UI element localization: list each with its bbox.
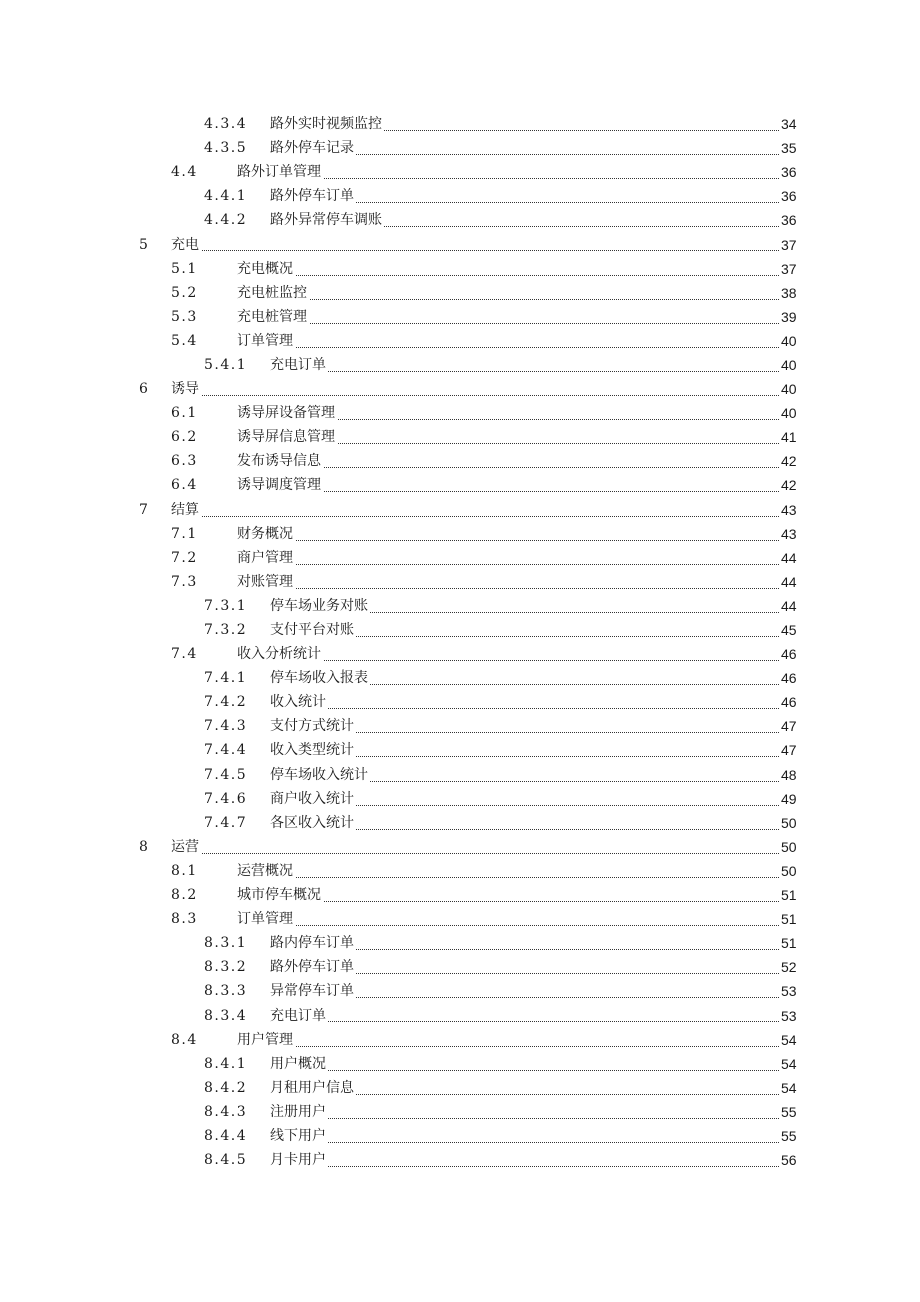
toc-entry-page-number: 47 <box>780 714 797 738</box>
toc-entry-title: 用户概况 <box>270 1052 328 1076</box>
toc-entry-number: 8.4.5 <box>204 1152 248 1169</box>
toc-entry-number: 5.4.1 <box>204 356 248 373</box>
table-of-contents <box>0 112 920 1172</box>
toc-dot-leader <box>237 564 779 589</box>
toc-entry-title: 充电订单 <box>270 1004 328 1028</box>
toc-entry-page-number: 46 <box>780 690 797 714</box>
toc-entry-title: 路外实时视频监控 <box>270 112 384 136</box>
toc-entry-page-number: 35 <box>780 136 797 160</box>
toc-entry-page-number: 42 <box>780 473 797 497</box>
toc-entry-number: 8.4.3 <box>204 1103 248 1120</box>
toc-entry-number: 7.3.1 <box>204 597 248 614</box>
toc-entry-page-number: 43 <box>780 522 797 546</box>
toc-entry-page-number: 51 <box>780 907 797 931</box>
toc-dot-leader <box>237 299 779 324</box>
toc-entry-number: 8.3 <box>171 911 198 928</box>
toc-entry-page-number: 40 <box>780 329 797 353</box>
toc-dot-leader <box>270 1118 779 1143</box>
toc-entry-number: 7.4.1 <box>204 670 248 687</box>
toc-dot-leader <box>171 226 779 251</box>
toc-dot-leader <box>171 371 779 396</box>
toc-entry-title: 异常停车订单 <box>270 979 356 1003</box>
toc-entry-number: 8.4.4 <box>204 1127 248 1144</box>
toc-entry-page-number: 50 <box>780 811 797 835</box>
toc-dot-leader <box>237 853 779 878</box>
toc-entry-page-number: 40 <box>780 377 797 401</box>
toc-entry-page-number: 44 <box>780 570 797 594</box>
toc-entry-page-number: 52 <box>780 955 797 979</box>
toc-entry-number: 8.4.2 <box>204 1079 248 1096</box>
toc-dot-leader <box>270 1046 779 1071</box>
toc-entry-page-number: 37 <box>780 257 797 281</box>
toc-entry-page-number: 51 <box>780 931 797 955</box>
toc-dot-leader <box>270 1142 779 1167</box>
toc-entry-page-number: 53 <box>780 1004 797 1028</box>
toc-entry-number: 7.1 <box>171 525 198 542</box>
toc-entry-title: 诱导 <box>171 377 201 401</box>
toc-entry-number: 7.3.2 <box>204 622 248 639</box>
toc-dot-leader <box>237 540 779 565</box>
toc-entry-title: 发布诱导信息 <box>237 449 323 473</box>
toc-entry-title: 结算 <box>171 498 201 522</box>
toc-entry-page-number: 54 <box>780 1076 797 1100</box>
toc-entry-title: 路外订单管理 <box>237 160 323 184</box>
toc-entry-page-number: 43 <box>780 498 797 522</box>
toc-entry-page-number: 50 <box>780 859 797 883</box>
toc-entry-number: 7.4.7 <box>204 814 248 831</box>
toc-entry-title: 商户管理 <box>237 546 295 570</box>
toc-entry-number: 7.3 <box>171 573 198 590</box>
toc-entry-title: 月租用户信息 <box>270 1076 356 1100</box>
toc-entry-page-number: 48 <box>780 763 797 787</box>
toc-entry-title: 充电订单 <box>270 353 328 377</box>
toc-entry-title: 路外停车订单 <box>270 184 356 208</box>
toc-entry-number: 7 <box>139 501 150 518</box>
toc-entry-title: 诱导屏信息管理 <box>237 425 337 449</box>
toc-entry-number: 4.4 <box>171 164 198 181</box>
toc-entry-page-number: 51 <box>780 883 797 907</box>
toc-entry-title: 充电桩监控 <box>237 281 309 305</box>
toc-entry-number: 7.4.5 <box>204 766 248 783</box>
toc-entry-number: 5.4 <box>171 332 198 349</box>
toc-entry-number: 5.3 <box>171 308 198 325</box>
toc-entry-number: 8.1 <box>171 862 198 879</box>
toc-dot-leader <box>237 516 779 541</box>
toc-entry-title: 线下用户 <box>270 1124 328 1148</box>
toc-entry-title: 订单管理 <box>237 329 295 353</box>
toc-entry-page-number: 34 <box>780 112 797 136</box>
toc-entry-page-number: 53 <box>780 979 797 1003</box>
toc-entry-page-number: 38 <box>780 281 797 305</box>
toc-entry-title: 订单管理 <box>237 907 295 931</box>
toc-entry-title: 商户收入统计 <box>270 787 356 811</box>
toc-entry-number: 7.4 <box>171 646 198 663</box>
toc-entry-number: 5 <box>139 236 150 253</box>
toc-entry-number: 6.3 <box>171 453 198 470</box>
toc-entry-page-number: 45 <box>780 618 797 642</box>
toc-entry-number: 4.4.1 <box>204 188 248 205</box>
toc-dot-leader <box>237 323 779 348</box>
toc-entry-number: 7.4.6 <box>204 790 248 807</box>
toc-entry-page-number: 56 <box>780 1148 797 1172</box>
toc-entry-title: 各区收入统计 <box>270 811 356 835</box>
toc-entry-page-number: 55 <box>780 1124 797 1148</box>
toc-entry-title: 收入分析统计 <box>237 642 323 666</box>
toc-entry-title: 诱导屏设备管理 <box>237 401 337 425</box>
toc-entry-number: 8.3.1 <box>204 935 248 952</box>
toc-entry-title: 停车场收入统计 <box>270 763 370 787</box>
toc-entry-number: 8.3.3 <box>204 983 248 1000</box>
toc-entry-title: 用户管理 <box>237 1028 295 1052</box>
toc-entry-title: 诱导调度管理 <box>237 473 323 497</box>
toc-entry-page-number: 36 <box>780 208 797 232</box>
toc-entry-page-number: 47 <box>780 738 797 762</box>
toc-entry[interactable] <box>0 1148 920 1172</box>
toc-entry-title: 路内停车订单 <box>270 931 356 955</box>
toc-entry-title: 充电桩管理 <box>237 305 309 329</box>
toc-entry-number: 6 <box>139 381 150 398</box>
toc-entry-number: 8.4.1 <box>204 1055 248 1072</box>
toc-entry-number: 6.4 <box>171 477 198 494</box>
toc-entry-title: 路外停车记录 <box>270 136 356 160</box>
toc-entry-number: 8.4 <box>171 1031 198 1048</box>
toc-entry-number: 8.3.2 <box>204 959 248 976</box>
toc-entry-page-number: 50 <box>780 835 797 859</box>
toc-entry-title: 路外异常停车调账 <box>270 208 384 232</box>
toc-entry-title: 注册用户 <box>270 1100 328 1124</box>
toc-entry-page-number: 44 <box>780 594 797 618</box>
toc-entry-page-number: 40 <box>780 401 797 425</box>
toc-entry-title: 收入类型统计 <box>270 738 356 762</box>
toc-entry-page-number: 39 <box>780 305 797 329</box>
toc-entry-title: 城市停车概况 <box>237 883 323 907</box>
toc-entry-title: 路外停车订单 <box>270 955 356 979</box>
toc-dot-leader <box>237 275 779 300</box>
toc-entry-title: 收入统计 <box>270 690 328 714</box>
toc-entry-number: 5.1 <box>171 260 198 277</box>
toc-entry-page-number: 44 <box>780 546 797 570</box>
toc-entry-title: 支付方式统计 <box>270 714 356 738</box>
toc-entry-page-number: 37 <box>780 233 797 257</box>
toc-entry-number: 4.4.2 <box>204 212 248 229</box>
toc-entry-page-number: 55 <box>780 1100 797 1124</box>
toc-entry-page-number: 36 <box>780 160 797 184</box>
toc-entry-number: 7.4.2 <box>204 694 248 711</box>
toc-entry-title: 支付平台对账 <box>270 618 356 642</box>
toc-entry-page-number: 42 <box>780 449 797 473</box>
toc-dot-leader <box>270 347 779 372</box>
toc-entry-page-number: 46 <box>780 666 797 690</box>
toc-entry-number: 4.3.5 <box>204 140 248 157</box>
toc-entry-page-number: 40 <box>780 353 797 377</box>
toc-entry-title: 充电概况 <box>237 257 295 281</box>
toc-entry-page-number: 49 <box>780 787 797 811</box>
toc-entry-title: 运营概况 <box>237 859 295 883</box>
toc-entry-number: 7.2 <box>171 549 198 566</box>
toc-entry-number: 6.1 <box>171 405 198 422</box>
toc-entry-number: 4.3.4 <box>204 116 248 133</box>
toc-dot-leader <box>237 251 779 276</box>
toc-dot-leader <box>171 829 779 854</box>
toc-entry-number: 8.2 <box>171 887 198 904</box>
toc-entry-number: 8 <box>139 838 150 855</box>
toc-entry-title: 运营 <box>171 835 201 859</box>
toc-entry-title: 充电 <box>171 233 201 257</box>
toc-entry-number: 7.4.3 <box>204 718 248 735</box>
toc-entry-title: 停车场收入报表 <box>270 666 370 690</box>
toc-entry-page-number: 36 <box>780 184 797 208</box>
toc-entry-page-number: 54 <box>780 1028 797 1052</box>
toc-entry-title: 停车场业务对账 <box>270 594 370 618</box>
toc-entry-page-number: 41 <box>780 425 797 449</box>
toc-entry-number: 8.3.4 <box>204 1007 248 1024</box>
toc-entry-number: 6.2 <box>171 429 198 446</box>
toc-entry-page-number: 46 <box>780 642 797 666</box>
toc-entry-title: 月卡用户 <box>270 1148 328 1172</box>
toc-entry-title: 财务概况 <box>237 522 295 546</box>
toc-entry-page-number: 54 <box>780 1052 797 1076</box>
toc-entry-title: 对账管理 <box>237 570 295 594</box>
toc-entry-number: 7.4.4 <box>204 742 248 759</box>
toc-entry-number: 5.2 <box>171 284 198 301</box>
